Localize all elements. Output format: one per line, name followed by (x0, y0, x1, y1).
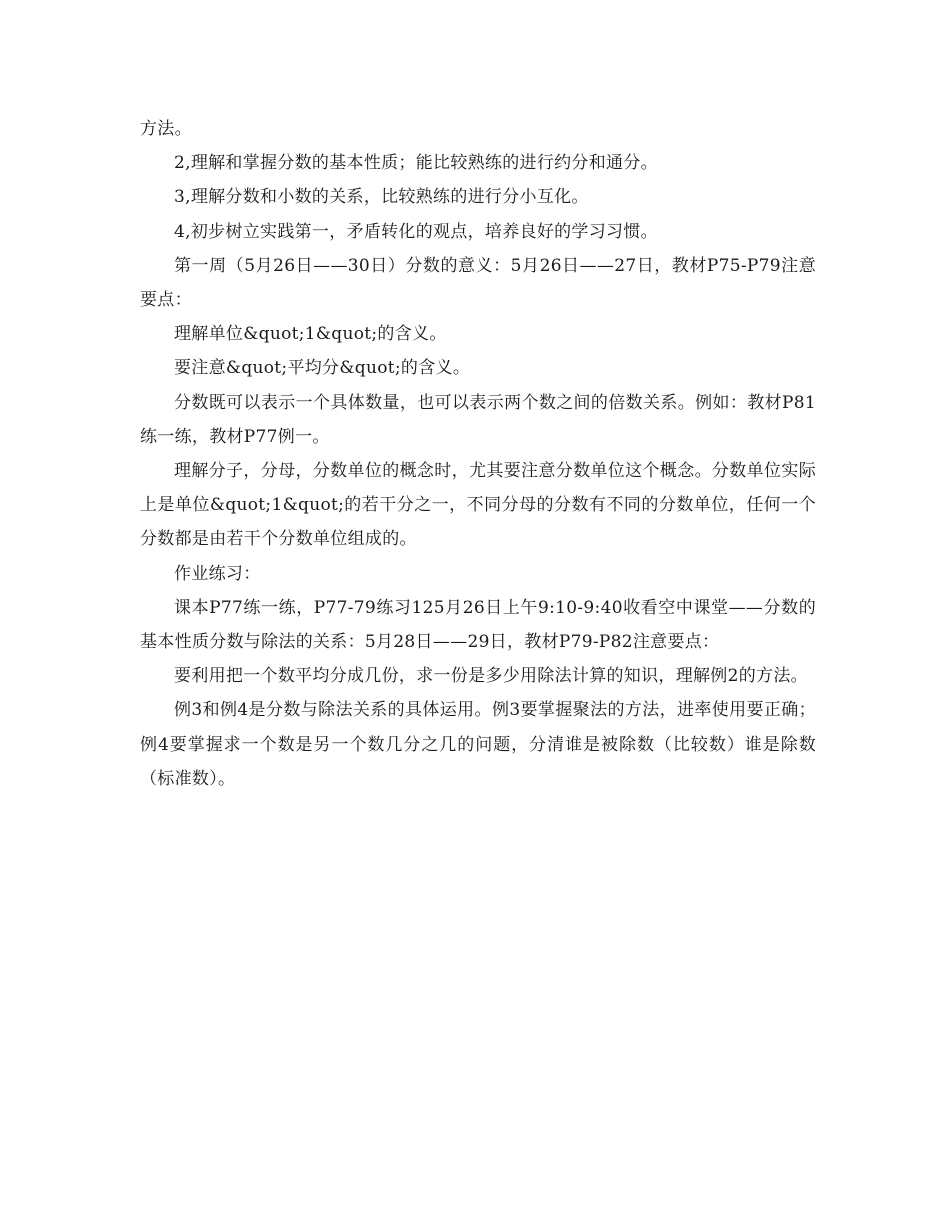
paragraph-8: 分数既可以表示一个具体数量，也可以表示两个数之间的倍数关系。例如：教材P81练一练，教材P77例一。 (140, 392, 816, 447)
paragraph-6: 理解单位&quot;1&quot;的含义。 (174, 324, 447, 345)
paragraph-2: 2,理解和掌握分数的基本性质；能比较熟练的进行约分和通分。 (174, 153, 658, 174)
paragraph-9: 理解分子，分母，分数单位的概念时，尤其要注意分数单位这个概念。分数单位实际上是单位&quot;1&quot;的若干分之一，不同分母的分数有不同的分数单位，任何一个分数都是由若干个分数单位组成的。 (140, 461, 816, 550)
document-body (140, 112, 816, 796)
paragraph-5: 第一周（5月26日——30日）分数的意义：5月26日——27日，教材P75-P79注意要点： (140, 255, 816, 311)
paragraph-4: 4,初步树立实践第一，矛盾转化的观点，培养良好的学习习惯。 (174, 221, 658, 242)
paragraph-3: 3,理解分数和小数的关系，比较熟练的进行分小互化。 (174, 187, 589, 208)
paragraph-12: 要利用把一个数平均分成几份，求一份是多少用除法计算的知识，理解例2的方法。 (174, 666, 808, 687)
paragraph-11: 课本P77练一练，P77-79练习125月26日上午9:10-9:40收看空中课堂——分数的基本性质分数与除法的关系：5月28日——29日，教材P79-P82注意要点： (140, 597, 816, 653)
paragraph-7: 要注意&quot;平均分&quot;的含义。 (174, 358, 471, 379)
paragraph-10: 作业练习： (174, 563, 261, 584)
paragraph-13: 例3和例4是分数与除法关系的具体运用。例3要掌握聚法的方法，进率使用要正确；例4要掌握求一个数是另一个数几分之几的问题，分清谁是被除数（比较数）谁是除数（标准数）。 (140, 700, 816, 789)
paragraph-1: 方法。 (140, 119, 192, 139)
